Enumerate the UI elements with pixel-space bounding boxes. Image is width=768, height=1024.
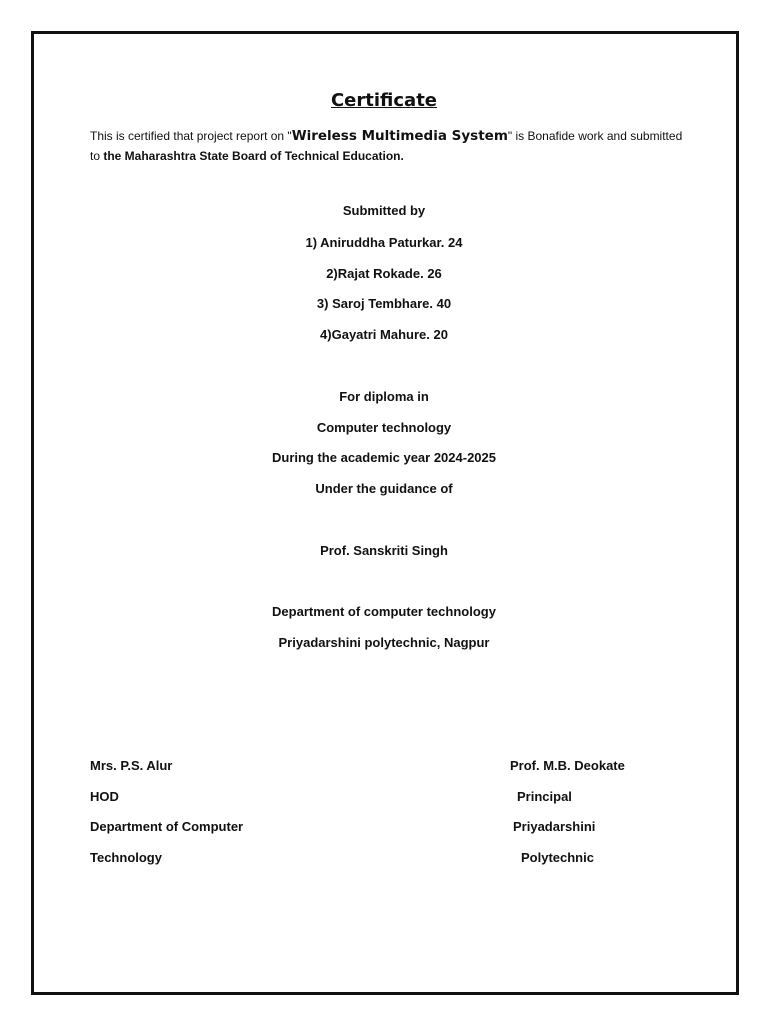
project-name: Wireless Multimedia System (291, 128, 508, 144)
hod-title: HOD (90, 789, 119, 804)
certificate-title: Certificate (330, 90, 438, 111)
intro-text-2: " is Bonafide work and submitted to (90, 129, 683, 163)
hod-department-2: Technology (90, 850, 162, 865)
hod-department: Department of Computer (90, 819, 244, 834)
branch-name: Computer technology (316, 420, 452, 435)
principal-title: Principal (517, 789, 572, 804)
academic-year: During the academic year 2024-2025 (271, 450, 496, 465)
student-3: 3) Saroj Tembhare. 40 (316, 296, 452, 311)
student-4: 4)Gayatri Mahure. 20 (320, 327, 448, 342)
board-name: the Maharashtra State Board of Technical Education. (103, 149, 404, 163)
student-1: 1) Aniruddha Paturkar. 24 (305, 235, 463, 250)
hod-name: Mrs. P.S. Alur (90, 758, 173, 773)
principal-institute-2: Polytechnic (521, 850, 594, 865)
institute-name: Priyadarshini polytechnic, Nagpur (278, 635, 490, 650)
principal-name: Prof. M.B. Deokate (510, 758, 625, 773)
department-name: Department of computer technology (272, 604, 496, 619)
guide-name: Prof. Sanskriti Singh (320, 543, 448, 558)
diploma-label: For diploma in (339, 389, 429, 404)
guidance-label: Under the guidance of (315, 481, 453, 496)
certificate-intro (90, 126, 690, 166)
student-2: 2)Rajat Rokade. 26 (326, 266, 442, 281)
intro-text-1: This is certified that project report on " (90, 129, 292, 143)
principal-institute: Priyadarshini (513, 819, 596, 834)
submitted-by-label: Submitted by (342, 203, 426, 218)
